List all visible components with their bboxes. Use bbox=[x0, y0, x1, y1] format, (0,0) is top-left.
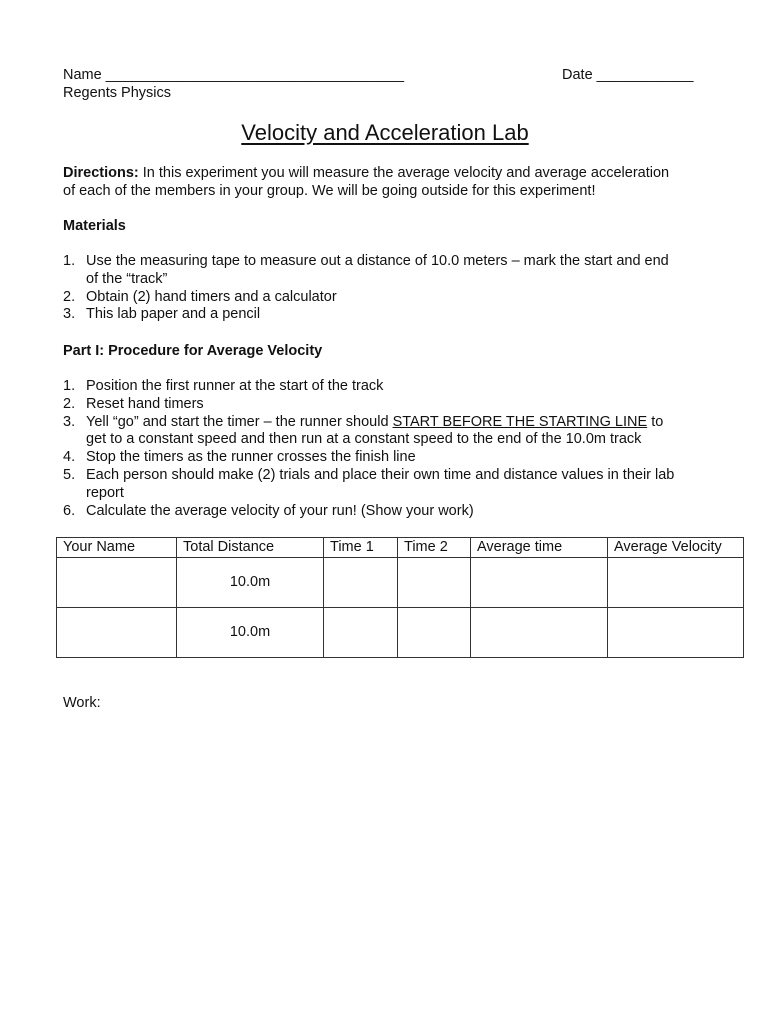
header-your-name: Your Name bbox=[57, 538, 177, 558]
materials-heading: Materials bbox=[63, 218, 126, 234]
name-cell[interactable] bbox=[57, 608, 177, 658]
distance-cell: 10.0m bbox=[177, 608, 324, 658]
header-total-distance: Total Distance bbox=[177, 538, 324, 558]
item-number: 4. bbox=[63, 449, 76, 466]
item-text-continued: report bbox=[86, 484, 124, 501]
item-text: This lab paper and a pencil bbox=[86, 306, 261, 323]
item-text: Obtain (2) hand timers and a calculator bbox=[86, 288, 337, 305]
item-text-pre: Yell “go” and start the timer – the runner should bbox=[86, 413, 393, 430]
average-time-cell[interactable] bbox=[471, 608, 608, 658]
item-text: Stop the timers as the runner crosses the finish line bbox=[86, 449, 416, 466]
item-number: 6. bbox=[63, 502, 76, 519]
table-row bbox=[57, 608, 744, 658]
item-number: 2. bbox=[63, 288, 76, 305]
header-time-1: Time 1 bbox=[324, 538, 398, 558]
procedure-item bbox=[63, 503, 753, 521]
average-velocity-cell[interactable] bbox=[608, 608, 744, 658]
item-text: Calculate the average velocity of your run! (Show your work) bbox=[86, 502, 474, 519]
item-number: 5. bbox=[63, 466, 76, 483]
procedure-item bbox=[63, 414, 753, 450]
header-average-time: Average time bbox=[471, 538, 608, 558]
distance-cell: 10.0m bbox=[177, 558, 324, 608]
directions-text-1: In this experiment you will measure the average velocity and average acceleration bbox=[138, 165, 670, 181]
materials-item bbox=[63, 306, 743, 324]
materials-item bbox=[63, 289, 743, 307]
time1-cell[interactable] bbox=[324, 608, 398, 658]
time2-cell[interactable] bbox=[398, 608, 471, 658]
item-number: 3. bbox=[63, 306, 76, 323]
directions-line-1 bbox=[63, 164, 669, 182]
directions-label: Directions: bbox=[63, 165, 139, 181]
header-average-velocity: Average Velocity bbox=[608, 538, 744, 558]
item-text: Each person should make (2) trials and place their own time and distance values in their lab bbox=[86, 466, 675, 483]
item-text-continued: get to a constant speed and then run at a constant speed to the end of the 10.0m track bbox=[86, 431, 642, 448]
directions-line-2: of each of the members in your group. We will be going outside for this experiment! bbox=[63, 183, 596, 199]
materials-item bbox=[63, 253, 743, 289]
average-velocity-cell[interactable] bbox=[608, 558, 744, 608]
procedure-item bbox=[63, 467, 753, 503]
item-number: 1. bbox=[63, 378, 76, 394]
item-number: 2. bbox=[63, 395, 76, 412]
item-number: 3. bbox=[63, 413, 76, 430]
table-header-row bbox=[57, 538, 744, 558]
table-row bbox=[57, 558, 744, 608]
page-title: Velocity and Acceleration Lab bbox=[241, 120, 529, 145]
procedure-item bbox=[63, 449, 753, 467]
emphasis-text: START BEFORE THE STARTING LINE bbox=[392, 413, 648, 430]
average-time-cell[interactable] bbox=[471, 558, 608, 608]
procedure-list bbox=[63, 378, 753, 520]
name-field-line: Name _____________________________________ bbox=[63, 67, 405, 83]
time2-cell[interactable] bbox=[398, 558, 471, 608]
date-field-line: Date ____________ bbox=[562, 67, 694, 83]
part1-heading: Part I: Procedure for Average Velocity bbox=[63, 343, 323, 359]
item-number: 1. bbox=[63, 253, 76, 269]
procedure-item bbox=[63, 378, 753, 396]
work-label: Work: bbox=[63, 695, 101, 711]
item-text: Position the first runner at the start of the track bbox=[86, 378, 384, 394]
item-text: Use the measuring tape to measure out a distance of 10.0 meters – mark the start and end bbox=[86, 253, 669, 269]
item-text-continued: of the “track” bbox=[86, 270, 168, 287]
results-table bbox=[56, 537, 744, 658]
time1-cell[interactable] bbox=[324, 558, 398, 608]
course-name: Regents Physics bbox=[63, 85, 171, 101]
item-text bbox=[86, 414, 753, 432]
name-cell[interactable] bbox=[57, 558, 177, 608]
procedure-item bbox=[63, 396, 753, 414]
materials-list bbox=[63, 253, 743, 324]
item-text: Reset hand timers bbox=[86, 395, 204, 412]
item-text-post: to bbox=[647, 413, 664, 430]
header-time-2: Time 2 bbox=[398, 538, 471, 558]
